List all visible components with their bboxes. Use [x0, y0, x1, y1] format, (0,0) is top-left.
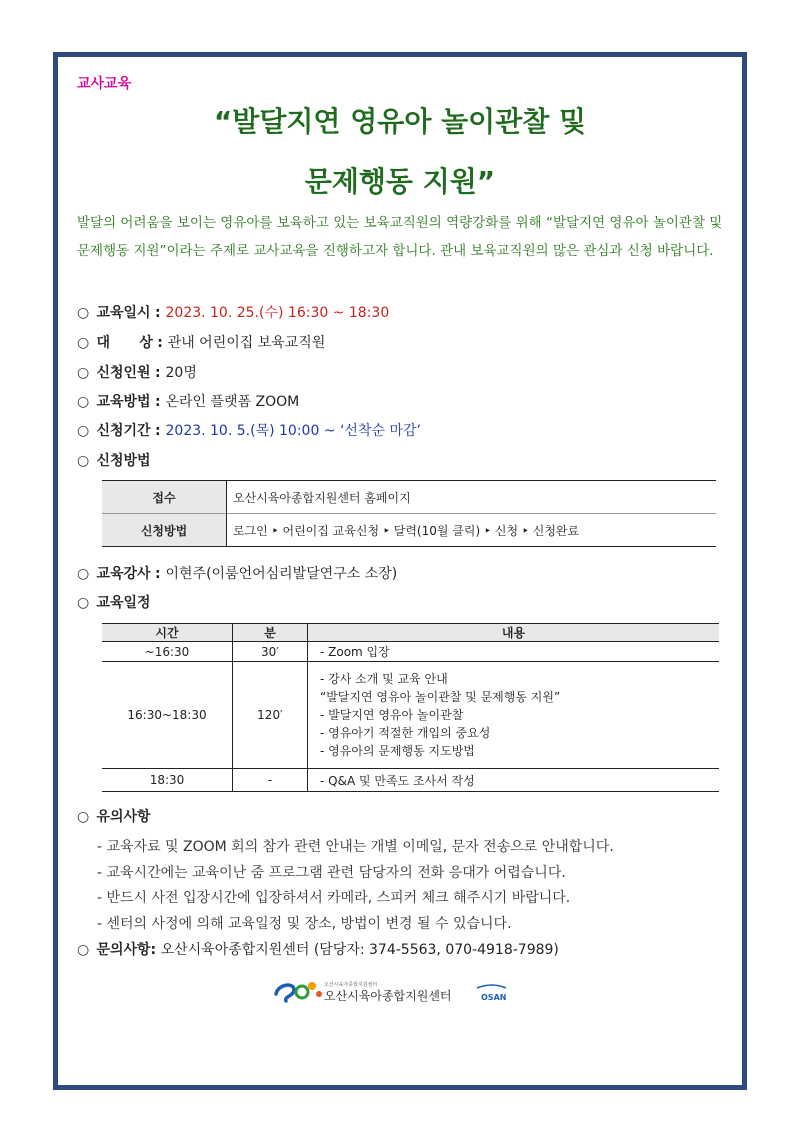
method-value: 온라인 플랫폼 ZOOM [165, 394, 300, 410]
note-item: - 교육자료 및 ZOOM 회의 참가 관련 안내는 개별 이메일, 문자 전송으로 안내합니다. [97, 839, 614, 855]
content-cell: - Q&A 및 만족도 조사서 작성 [308, 769, 720, 792]
table-row [102, 514, 716, 547]
content-line: - 영유아의 문제행동 지도방법 [320, 744, 475, 758]
minutes-cell: 30′ [233, 642, 308, 662]
bullet-circle-icon: ○ [77, 453, 90, 469]
row-capacity: ○ 신청인원 : 20명 [77, 365, 197, 381]
row-date: ○ 교육일시 : 2023. 10. 25.(수) 16:30 ~ 18:30 [77, 305, 390, 321]
apply-label: 신청방법 [96, 453, 151, 469]
apply-head-1: 접수 [102, 481, 227, 514]
time-cell: ~16:30 [102, 642, 233, 662]
intro-paragraph: 발달의 어려움을 보이는 영유아를 보육하고 있는 보육교직원의 역량강화를 위해 “발달지연 영유아 놀이관찰 및 문제행동 지원”이라는 주제로 교사교육을 진행하고자 합니다. 관내 보육교직원의 많은 관심과 신청 바랍니다. [77, 215, 723, 259]
content-line: - 강사 소개 및 교육 안내 [320, 672, 448, 686]
content-line: - 발달지연 영유아 놀이관찰 [320, 708, 464, 722]
time-cell: 18:30 [102, 769, 233, 792]
bullet-circle-icon: ○ [77, 809, 90, 825]
time-cell: 16:30~18:30 [102, 662, 233, 769]
schedule-table [102, 623, 719, 792]
row-target: ○ 대 상 : 관내 어린이집 보육교직원 [77, 335, 326, 351]
period-label: 신청기간 [96, 423, 151, 439]
bullet-circle-icon: ○ [77, 566, 90, 582]
notes-label: 유의사항 [96, 809, 151, 825]
date-value: 2023. 10. 25.(수) 16:30 ~ 18:30 [165, 305, 390, 321]
row-contact [77, 939, 559, 959]
note-item: - 센터의 사정에 의해 교육일정 및 장소, 방법이 변경 될 수 있습니다. [97, 915, 512, 932]
bullet-circle-icon: ○ [77, 305, 90, 321]
logo-mark-icon [272, 976, 528, 1006]
title-line-1: “발달지연 영유아 놀이관찰 및 [213, 105, 587, 138]
capacity-label: 신청인원 [96, 365, 151, 381]
table-header-row [102, 624, 719, 642]
row-method: ○ 교육방법 : 온라인 플랫폼 ZOOM [77, 394, 300, 410]
target-label: 대 상 [96, 335, 153, 351]
minutes-cell: 120′ [233, 662, 308, 769]
date-label: 교육일시 [96, 305, 151, 321]
bullet-circle-icon: ○ [77, 394, 90, 410]
table-row [102, 481, 716, 514]
row-period: ○ 신청기간 : 2023. 10. 5.(목) 10:00 ~ ‘선착순 마감’ [77, 423, 421, 439]
row-schedule [77, 592, 151, 612]
logo-name: 오산시육아종합지원센터 [324, 989, 452, 1003]
note-item: - 교육시간에는 교육이난 줌 프로그램 관련 담당자의 전화 응대가 어렵습니다. [97, 864, 566, 881]
schedule-label: 교육일정 [96, 595, 151, 611]
method-label: 교육방법 [96, 394, 151, 410]
capacity-value: 20명 [165, 365, 197, 381]
category-label: 교사교육 [77, 76, 132, 92]
notes-list [97, 835, 614, 937]
target-value: 관내 어린이집 보육교직원 [167, 335, 326, 351]
bullet-circle-icon: ○ [77, 335, 90, 351]
center-logo [272, 976, 528, 1006]
table-row [102, 662, 719, 769]
logo-small-text: 오산시육아종합지원센터 [324, 982, 378, 988]
bullet-circle-icon: ○ [77, 423, 90, 439]
apply-value-1: 오산시육아종합지원센터 홈페이지 [233, 490, 411, 505]
apply-table [102, 480, 716, 547]
apply-value-2: 로그인 ‣ 어린이집 교육신청 ‣ 달력(10월 클릭) ‣ 신청 ‣ 신청완료 [227, 514, 717, 547]
column-header: 분 [233, 624, 308, 642]
apply-head-2: 신청방법 [102, 514, 227, 547]
bullet-circle-icon: ○ [77, 365, 90, 381]
column-header: 시간 [102, 624, 233, 642]
content-line: - 영유아기 적절한 개입의 중요성 [320, 726, 491, 740]
lecturer-value: 이현주(이룸언어심리발달연구소 소장) [165, 566, 398, 582]
bullet-circle-icon: ○ [77, 942, 90, 958]
column-header: 내용 [308, 624, 720, 642]
content-line: “발달지연 영유아 놀이관찰 및 문제행동 지원” [320, 690, 561, 704]
row-apply [77, 450, 151, 470]
contact-value: 오산시육아종합지원센터 (담당자: 374-5563, 070-4918-7989) [160, 942, 559, 958]
note-item: - 반드시 사전 입장시간에 입장하셔서 카메라, 스피커 체크 해주시기 바랍니다. [97, 890, 571, 906]
row-notes [77, 806, 151, 826]
content-cell: - Zoom 입장 [308, 642, 720, 662]
period-value: 2023. 10. 5.(목) 10:00 ~ ‘선착순 마감’ [165, 423, 421, 439]
content-cell [308, 662, 720, 769]
table-row [102, 769, 719, 792]
row-lecturer: ○ 교육강사 : 이현주(이룸언어심리발달연구소 소장) [77, 566, 398, 582]
minutes-cell: - [233, 769, 308, 792]
bullet-circle-icon: ○ [77, 595, 90, 611]
contact-label: 문의사항: [96, 942, 157, 958]
table-row [102, 642, 719, 662]
logo-city: OSAN [481, 993, 507, 1002]
lecturer-label: 교육강사 [96, 566, 151, 582]
title-line-2: 문제행동 지원” [304, 165, 496, 198]
